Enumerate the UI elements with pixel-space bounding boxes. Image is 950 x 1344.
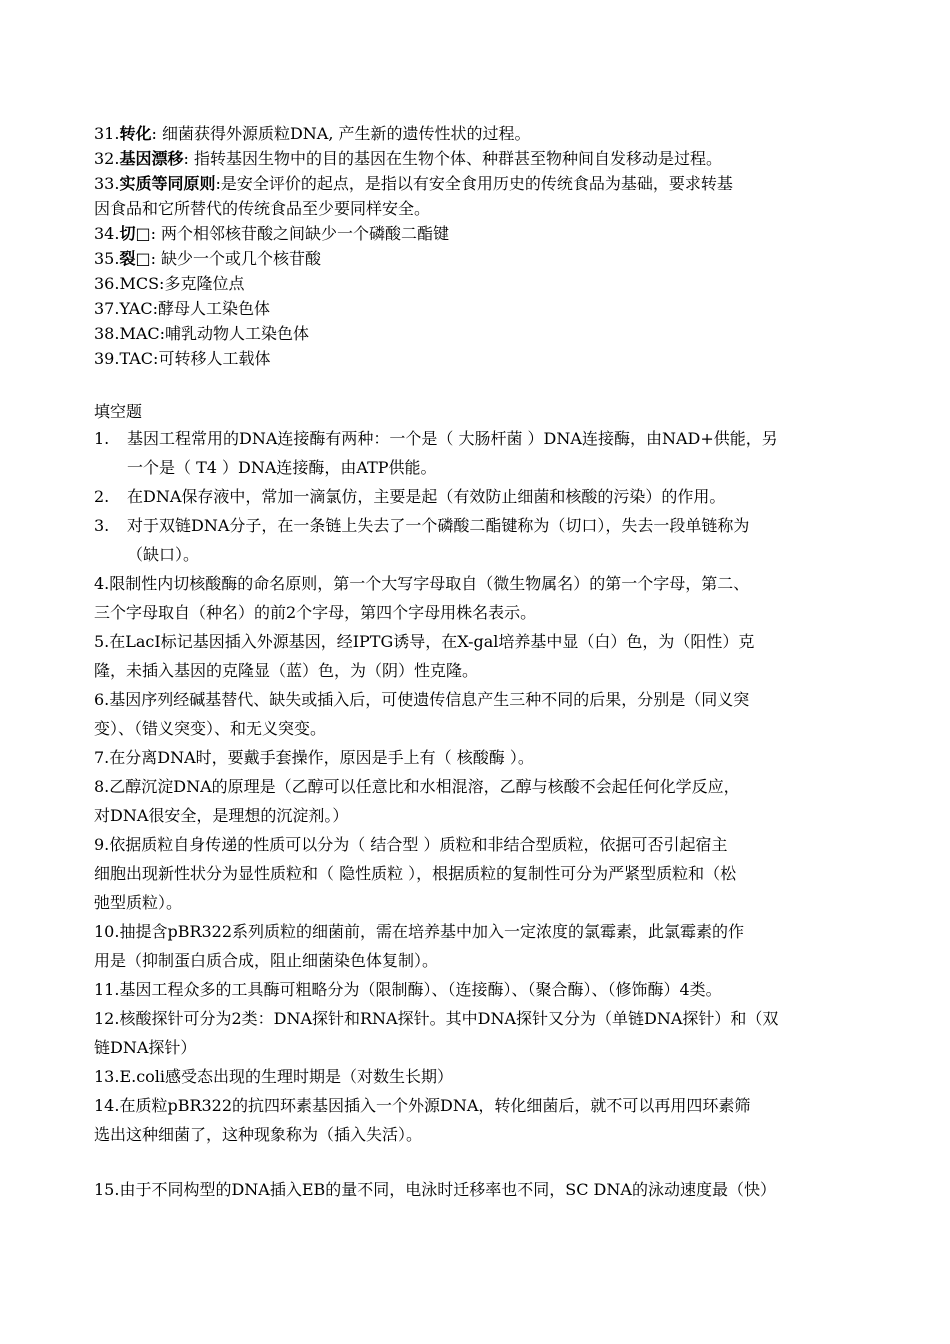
question-2 — [94, 482, 854, 511]
question-number: 1. — [94, 429, 110, 448]
item-number: 36. — [94, 274, 120, 293]
item-number: 34. — [94, 224, 120, 243]
definition-text: 是安全评价的起点，是指以有安全食用历史的传统食品为基础，要求转基 — [220, 174, 733, 193]
item-number: 39. — [94, 349, 120, 368]
separator: : — [151, 124, 157, 143]
section-title: 填空题 — [94, 402, 143, 421]
item-number: 31. — [94, 124, 120, 143]
term: YAC — [119, 299, 153, 318]
question-14: 14.在质粒pBR322的抗四环素基因插入一个外源DNA，转化细菌后，就不可以再用四环素筛 — [94, 1096, 751, 1115]
term: 基因漂移 — [119, 149, 184, 168]
term: TAC — [119, 349, 154, 368]
question-1 — [94, 424, 854, 453]
question-12-continued: 链DNA探针） — [94, 1038, 197, 1057]
definition-34 — [94, 221, 854, 246]
question-11: 11.基因工程众多的工具酶可粗略分为（限制酶）、（连接酶）、（聚合酶）、（修饰酶）4类。 — [94, 980, 722, 999]
term: MCS — [119, 274, 160, 293]
section-gap — [94, 371, 854, 399]
definition-text: 酵母人工染色体 — [157, 299, 270, 318]
question-number: 3. — [94, 516, 110, 535]
separator: : — [215, 174, 221, 193]
question-text: 对于双链DNA分子，在一条链上失去了一个磷酸二酯键称为（切口），失去一段单链称为 — [127, 516, 750, 535]
question-9-continued: 细胞出现新性状分为显性质粒和（ 隐性质粒 ），根据质粒的复制性可分为严紧型质粒和（松 — [94, 864, 737, 883]
separator: : — [183, 149, 189, 168]
term: 转化 — [119, 124, 152, 143]
question-1-continued: 一个是（ T4 ）DNA连接酶，由ATP供能。 — [127, 458, 437, 477]
definition-text: 可转移人工载体 — [158, 349, 271, 368]
definition-31 — [94, 121, 854, 146]
question-13: 13.E.coli感受态出现的生理时期是（对数生长期） — [94, 1067, 454, 1086]
question-4: 4.限制性内切核酸酶的命名原则，第一个大写字母取自（微生物属名）的第一个字母，第二、 — [94, 574, 750, 593]
question-10-continued: 用是（抑制蛋白质合成，阻止细菌染色体复制）。 — [94, 951, 439, 970]
separator: : — [150, 249, 156, 268]
term: 切□ — [119, 224, 151, 243]
definition-33-continued: 因食品和它所替代的传统食品至少要同样安全。 — [94, 199, 431, 218]
item-number: 32. — [94, 149, 120, 168]
question-9: 9.依据质粒自身传递的性质可以分为（ 结合型 ）质粒和非结合型质粒，依据可否引起宿主 — [94, 835, 728, 854]
term: 实质等同原则 — [119, 174, 216, 193]
definition-32 — [94, 146, 854, 171]
separator: : — [150, 224, 156, 243]
definition-text: 多克隆位点 — [164, 274, 245, 293]
separator: : — [153, 349, 159, 368]
question-text: 在DNA保存液中，常加一滴氯仿，主要是起（有效防止细菌和核酸的污染）的作用。 — [127, 487, 726, 506]
definition-text: 哺乳动物人工染色体 — [165, 324, 310, 343]
item-number: 33. — [94, 174, 120, 193]
question-number: 2. — [94, 487, 110, 506]
question-8-continued: 对DNA很安全，是理想的沉淀剂。） — [94, 806, 349, 825]
term: 裂□ — [119, 249, 151, 268]
document-page — [94, 121, 854, 1204]
question-6-continued: 变）、（错义突变）、和无义突变。 — [94, 719, 327, 738]
separator: : — [152, 299, 158, 318]
definition-text: 两个相邻核苷酸之间缺少一个磷酸二酯键 — [155, 224, 450, 243]
fill-blank-list — [94, 424, 854, 1204]
definition-38 — [94, 321, 854, 346]
definition-text: 细菌获得外源质粒DNA, 产生新的遗传性状的过程。 — [156, 124, 531, 143]
separator: : — [159, 324, 166, 343]
question-6: 6.基因序列经碱基替代、缺失或插入后，可使遗传信息产生三种不同的后果，分别是（同义突 — [94, 690, 750, 709]
item-number: 35. — [94, 249, 120, 268]
item-number: 37. — [94, 299, 120, 318]
definition-text: 指转基因生物中的目的基因在生物个体、种群甚至物种间自发移动是过程。 — [188, 149, 722, 168]
definition-36 — [94, 271, 854, 296]
definitions-list — [94, 121, 854, 371]
definition-33 — [94, 171, 854, 196]
question-8: 8.乙醇沉淀DNA的原理是（乙醇可以任意比和水相混溶，乙醇与核酸不会起任何化学反应， — [94, 777, 740, 796]
definition-37 — [94, 296, 854, 321]
question-7: 7.在分离DNA时，要戴手套操作，原因是手上有（ 核酸酶 ）。 — [94, 748, 534, 767]
definition-35 — [94, 246, 854, 271]
term: MAC — [119, 324, 160, 343]
definition-39 — [94, 346, 854, 371]
question-text: 基因工程常用的DNA连接酶有两种：一个是（ 大肠杆菌 ）DNA连接酶，由NAD+供能，另 — [127, 429, 778, 448]
question-4-continued: 三个字母取自（种名）的前2个字母，第四个字母用株名表示。 — [94, 603, 537, 622]
separator: : — [159, 274, 165, 293]
question-5-continued: 隆，未插入基因的克隆显（蓝）色，为（阴）性克隆。 — [94, 661, 479, 680]
question-14-continued: 选出这种细菌了，这种现象称为（插入失活）。 — [94, 1125, 423, 1144]
definition-text: 缺少一个或几个核苷酸 — [155, 249, 322, 268]
question-12: 12.核酸探针可分为2类：DNA探针和RNA探针。其中DNA探针又分为（单链DNA探针）和（双 — [94, 1009, 779, 1028]
question-15: 15.由于不同构型的DNA插入EB的量不同，电泳时迁移率也不同，SC DNA的泳动速度最（快） — [94, 1180, 776, 1199]
question-10: 10.抽提含pBR322系列质粒的细菌前，需在培养基中加入一定浓度的氯霉素，此氯霉素的作 — [94, 922, 745, 941]
question-9-continued-2: 弛型质粒）。 — [94, 893, 183, 912]
question-5: 5.在LacI标记基因插入外源基因，经IPTG诱导，在X-gal培养基中显（白）色，为（阳性）克 — [94, 632, 755, 651]
item-number: 38. — [94, 324, 120, 343]
question-3 — [94, 511, 854, 540]
question-3-continued: （缺口）。 — [127, 545, 200, 564]
